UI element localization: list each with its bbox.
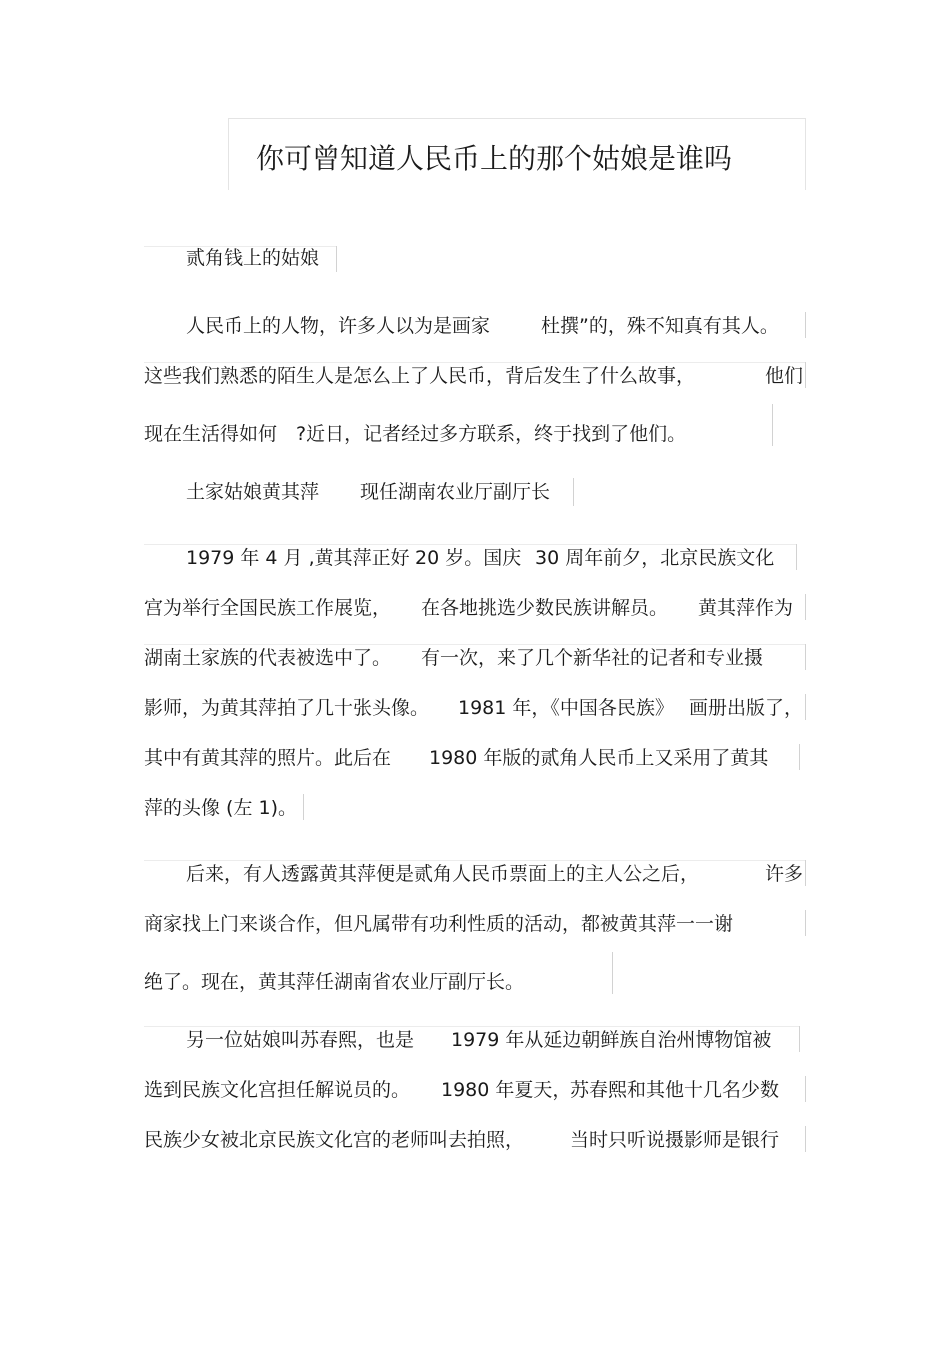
paragraph-line: 他们 bbox=[765, 365, 804, 387]
paragraph-line: 其中有黄其萍的照片。此后在 bbox=[144, 747, 392, 769]
rule bbox=[805, 312, 806, 338]
section-heading: 现任湖南农业厅副厅长 bbox=[360, 481, 551, 503]
paragraph-line: 许多 bbox=[765, 863, 804, 885]
paragraph-line: 1979 年从延边朝鲜族自治州博物馆被 bbox=[451, 1029, 772, 1051]
paragraph-line: 绝了。现在，黄其萍任湖南省农业厅副厅长。 bbox=[144, 971, 525, 993]
rule bbox=[805, 694, 806, 720]
rule bbox=[612, 952, 613, 994]
rule bbox=[805, 1076, 806, 1102]
rule bbox=[144, 362, 806, 363]
rule bbox=[805, 910, 806, 936]
subtitle: 贰角钱上的姑娘 bbox=[186, 247, 320, 269]
paragraph-line: 画册出版了， bbox=[689, 697, 804, 719]
paragraph-line: 这些我们熟悉的陌生人是怎么上了人民币，背后发生了什么故事， bbox=[144, 365, 696, 387]
rule bbox=[805, 362, 806, 388]
paragraph-line: 30 周年前夕，北京民族文化 bbox=[535, 547, 775, 569]
rule bbox=[772, 404, 773, 446]
paragraph-line: 另一位姑娘叫苏春熙，也是 bbox=[186, 1029, 415, 1051]
rule bbox=[805, 860, 806, 886]
paragraph-line: 现在生活得如何 bbox=[144, 423, 278, 445]
paragraph-line: 在各地挑选少数民族讲解员。 bbox=[421, 597, 669, 619]
rule bbox=[805, 594, 806, 620]
paragraph-line: 苏春熙和其他十几名少数 bbox=[570, 1079, 780, 1101]
paragraph-line: 黄其萍作为 bbox=[698, 597, 794, 619]
rule bbox=[336, 246, 337, 272]
rule bbox=[799, 1026, 800, 1052]
rule bbox=[573, 478, 574, 506]
paragraph-line: 20 岁。国庆 bbox=[415, 547, 522, 569]
paragraph-line: 后来，有人透露黄其萍便是贰角人民币票面上的主人公之后， bbox=[186, 863, 700, 885]
paragraph-line: 1980 年版的贰角人民币上又采用了黄其 bbox=[429, 747, 769, 769]
paragraph-line: 萍的头像 (左 1)。 bbox=[144, 797, 297, 819]
paragraph-line: 1980 年夏天， bbox=[441, 1079, 572, 1101]
rule bbox=[805, 1126, 806, 1152]
paragraph-line: 商家找上门来谈合作，但凡属带有功利性质的活动，都被黄其萍一一谢 bbox=[144, 913, 734, 935]
rule bbox=[144, 1026, 800, 1027]
paragraph-line: 有一次，来了几个新华社的记者和专业摄 bbox=[421, 647, 764, 669]
paragraph-line: 1981 年，《中国各民族》 bbox=[458, 697, 674, 719]
paragraph-line: ?近日，记者经过多方联系，终于找到了他们。 bbox=[296, 423, 687, 445]
paragraph-line: 影师，为黄其萍拍了几十张头像。 bbox=[144, 697, 430, 719]
paragraph-line: 当时只听说摄影师是银行 bbox=[570, 1129, 780, 1151]
paragraph-line: 选到民族文化宫担任解说员的。 bbox=[144, 1079, 411, 1101]
paragraph-line: 宫为举行全国民族工作展览， bbox=[144, 597, 392, 619]
rule bbox=[144, 644, 806, 645]
rule bbox=[144, 860, 806, 861]
rule bbox=[303, 794, 304, 820]
paragraph-line: 1979 年 4 月 ,黄其萍正好 bbox=[186, 547, 410, 569]
paragraph-line: 人民币上的人物，许多人以为是画家 bbox=[186, 315, 491, 337]
paragraph-line: 民族少女被北京民族文化宫的老师叫去拍照， bbox=[144, 1129, 525, 1151]
rule bbox=[796, 544, 797, 570]
page-title: 你可曾知道人民币上的那个姑娘是谁吗 bbox=[256, 142, 733, 175]
rule bbox=[799, 744, 800, 770]
paragraph-line: 湖南土家族的代表被选中了。 bbox=[144, 647, 392, 669]
paragraph-line: 杜撰”的，殊不知真有其人。 bbox=[541, 315, 779, 337]
rule bbox=[805, 644, 806, 670]
section-heading: 土家姑娘黄其萍 bbox=[186, 481, 320, 503]
rule bbox=[144, 544, 796, 545]
